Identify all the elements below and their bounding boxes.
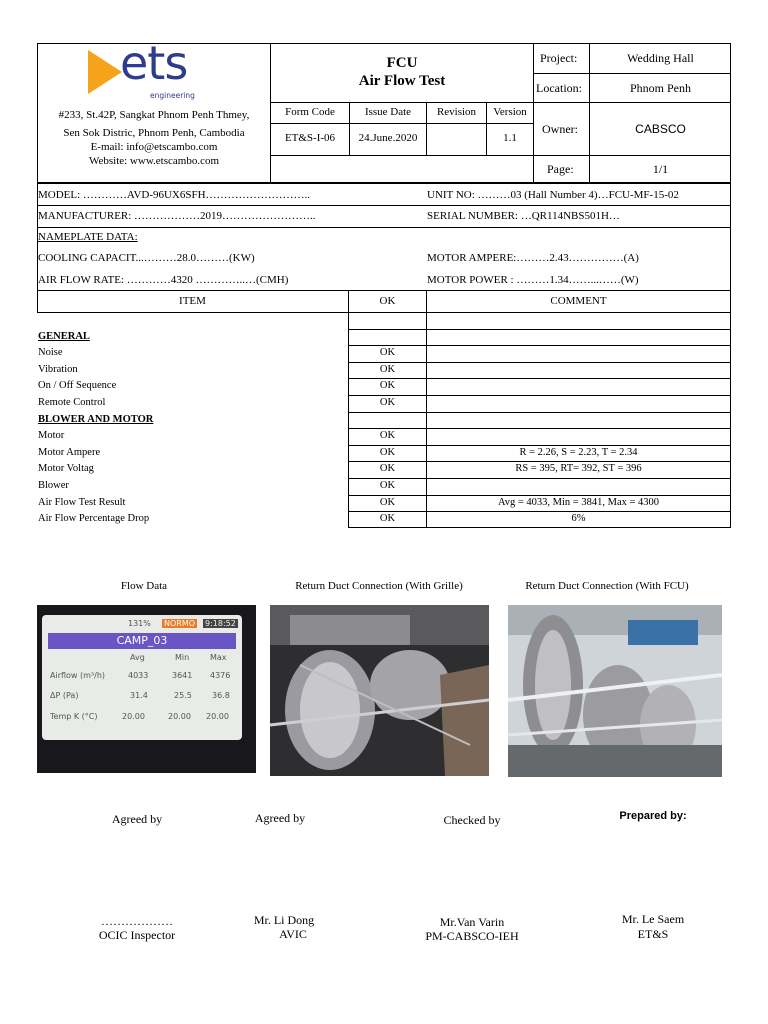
address-line-2: Sen Sok Distric, Phnom Penh, Cambodia — [63, 127, 245, 139]
row-divider — [348, 395, 731, 396]
checklist-ok: OK — [379, 430, 396, 442]
row-divider — [348, 412, 731, 413]
company-logo-sub: engineering — [150, 91, 195, 100]
row-divider — [348, 478, 731, 479]
cooling-capacity-field: COOLING CAPACIT...………28.0………(KW) — [38, 252, 255, 264]
owner-value: CABSCO — [635, 122, 686, 136]
device-row-max: 4376 — [210, 671, 231, 680]
row-divider — [348, 445, 731, 446]
device-mode: NORMO — [164, 619, 196, 628]
address-line-1: #233, St.42P, Sangkat Phnom Penh Thmey, — [58, 109, 250, 121]
checklist-ok: OK — [379, 463, 396, 475]
right-grid-3 — [533, 155, 731, 156]
table-col-ok — [348, 290, 349, 528]
device-row-max: 36.8 — [212, 691, 230, 700]
device-row-avg: 31.4 — [130, 691, 148, 700]
issue-date-label: Issue Date — [364, 106, 412, 118]
motor-power-field: MOTOR POWER : ………1.34……...……(W) — [427, 274, 639, 286]
signature-4-name: Mr. Le Saem — [621, 912, 685, 926]
duct-fcu-image — [508, 605, 722, 777]
row-divider — [348, 511, 731, 512]
checklist-item: Air Flow Test Result — [38, 496, 126, 508]
device-row-label: Airflow (m³/h) — [50, 671, 106, 680]
website-text: Website: www.etscambo.com — [88, 155, 220, 167]
serial-number-field: SERIAL NUMBER: …QR114NBS501H… — [427, 210, 620, 222]
checklist-item: Air Flow Percentage Drop — [38, 513, 150, 525]
checklist-item: Vibration — [38, 363, 78, 375]
col-comment-header: COMMENT — [550, 295, 607, 307]
checklist-ok: OK — [379, 496, 396, 508]
checklist-comment: 6% — [571, 513, 586, 525]
checklist-ok: OK — [379, 363, 396, 375]
air-flow-rate-field: AIR FLOW RATE: …………4320 …………..…(CMH) — [38, 274, 289, 286]
flow-data-photo — [37, 605, 256, 773]
checklist-item: Motor Ampere — [38, 446, 101, 458]
checklist-item: Motor — [38, 430, 65, 442]
device-col-min: Min — [175, 653, 190, 662]
device-time: 9:18:52 — [205, 619, 236, 628]
return-duct-grille-photo — [270, 605, 489, 776]
right-grid-2 — [533, 102, 731, 103]
signature-2-name: Mr. Li Dong — [253, 913, 315, 927]
anemometer-screen — [42, 615, 242, 740]
owner-label: Owner: — [542, 122, 578, 136]
device-battery: 131% — [128, 619, 151, 628]
device-row-label: ΔP (Pa) — [50, 691, 79, 700]
device-col-max: Max — [210, 653, 227, 662]
row-divider — [348, 461, 731, 462]
checklist-item: On / Off Sequence — [38, 380, 117, 392]
project-value: Wedding Hall — [627, 51, 694, 65]
nameplate-heading: NAMEPLATE DATA: — [38, 231, 138, 243]
version-label: Version — [493, 106, 527, 118]
checklist-ok: OK — [379, 480, 396, 491]
form-grid-bottom — [270, 155, 533, 156]
company-logo: ets — [120, 36, 188, 90]
device-status-bar — [48, 619, 236, 631]
table-head-bottom — [37, 312, 731, 313]
issue-date-value: 24.June.2020 — [358, 132, 418, 144]
checklist-ok: OK — [379, 446, 396, 458]
unit-no-field: UNIT NO: ………03 (Hall Number 4)…FCU-MF-15-02 — [427, 189, 679, 201]
form-title-1: FCU — [386, 55, 418, 71]
device-row-temp — [50, 712, 236, 726]
device-row-max: 20.00 — [206, 712, 229, 721]
table-right — [730, 290, 731, 528]
page-label: Page: — [547, 162, 574, 176]
device-row-min: 3641 — [172, 671, 193, 680]
version-value: 1.1 — [503, 132, 517, 144]
device-col-avg: Avg — [130, 653, 145, 662]
location-label: Location: — [536, 81, 582, 95]
form-code-label: Form Code — [285, 106, 335, 118]
checklist-item: Noise — [38, 347, 63, 359]
prepared-by-label: Prepared by: — [619, 810, 687, 822]
model-field: MODEL: …………AVD-96UX6SFH……………………….. — [38, 189, 311, 201]
checklist-ok: OK — [379, 397, 396, 408]
checklist-comment: Avg = 4033, Min = 3841, Max = 4300 — [497, 496, 660, 508]
return-duct-fcu-photo — [508, 605, 722, 777]
photo-caption-return-duct-fcu: Return Duct Connection (With FCU) — [525, 580, 689, 592]
section-heading: GENERAL — [38, 330, 90, 342]
signature-1-dots: ……………… — [101, 914, 173, 928]
location-value: Phnom Penh — [629, 81, 691, 95]
page-value: 1/1 — [652, 162, 669, 176]
row-divider — [348, 428, 731, 429]
checklist-item: Remote Control — [38, 397, 106, 408]
row-divider — [348, 329, 731, 330]
device-header-row — [50, 653, 236, 667]
row-divider — [348, 362, 731, 363]
col-item-header: ITEM — [179, 295, 206, 307]
duct-grille-image — [270, 605, 489, 776]
checklist-ok: OK — [379, 513, 396, 525]
table-bottom — [348, 527, 731, 528]
form-grid-mid — [270, 123, 533, 124]
logo-triangle-icon — [88, 50, 122, 94]
device-row-label: Temp K (°C) — [50, 712, 98, 721]
device-title-bar — [48, 633, 236, 649]
checklist-item: Motor Voltag — [38, 463, 94, 475]
header-divider-2 — [533, 43, 534, 183]
checklist-ok: OK — [379, 380, 396, 392]
motor-ampere-field: MOTOR AMPERE:………2.43……………(A) — [427, 252, 639, 264]
signature-3-org: PM-CABSCO-IEH — [425, 929, 519, 943]
signature-1-org: OCIC Inspector — [98, 928, 176, 942]
agreed-by-label-2: Agreed by — [254, 811, 306, 825]
checklist-comment: RS = 395, RT= 392, ST = 396 — [515, 463, 642, 475]
project-label: Project: — [540, 51, 578, 65]
row-divider — [348, 378, 731, 379]
form-grid-top — [270, 102, 533, 103]
device-row-pressure — [50, 691, 236, 705]
section-heading: BLOWER AND MOTOR — [38, 413, 154, 425]
row-divider — [348, 495, 731, 496]
right-grid-1 — [533, 73, 731, 74]
photo-caption-return-duct-grille: Return Duct Connection (With Grille) — [295, 580, 463, 592]
photo-caption-flow-data: Flow Data — [120, 580, 168, 592]
checklist-item: Blower — [38, 480, 69, 491]
form-title-2: Air Flow Test — [358, 73, 446, 89]
row-divider — [348, 345, 731, 346]
checklist-ok: OK — [379, 347, 396, 359]
signature-2-org: AVIC — [279, 927, 307, 941]
table-top — [37, 290, 731, 291]
info-divider — [37, 205, 731, 206]
manufacturer-field: MANUFACTURER: ………………2019…………………….. — [38, 210, 316, 222]
checked-by-label: Checked by — [443, 813, 501, 827]
device-row-avg: 20.00 — [122, 712, 145, 721]
agreed-by-label-1: Agreed by — [111, 812, 163, 826]
col-ok-header: OK — [379, 295, 396, 307]
table-col-comment — [426, 290, 427, 528]
device-row-min: 25.5 — [174, 691, 192, 700]
device-row-avg: 4033 — [128, 671, 149, 680]
revision-label: Revision — [436, 106, 477, 118]
device-title: CAMP_03 — [116, 634, 168, 647]
signature-3-name: Mr.Van Varin — [439, 915, 505, 929]
device-row-min: 20.00 — [168, 712, 191, 721]
device-row-airflow — [50, 671, 236, 685]
email-text: E-mail: info@etscambo.com — [90, 141, 218, 153]
checklist-comment: R = 2.26, S = 2.23, T = 2.34 — [519, 446, 638, 458]
form-code-value: ET&S-I-06 — [284, 132, 336, 144]
signature-4-org: ET&S — [637, 927, 669, 941]
